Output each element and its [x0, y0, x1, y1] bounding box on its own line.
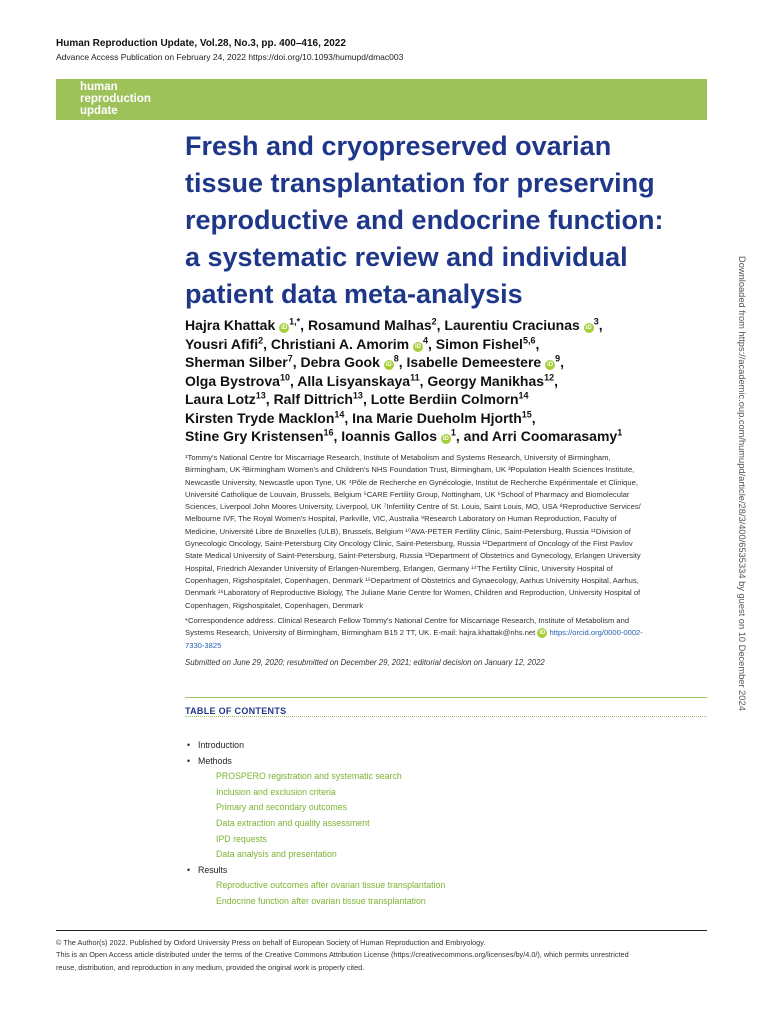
affiliation-line: Birmingham, UK ²Birmingham Women's and Children's NHS Foundation Trust, Birmingham, UK ³Population Health Sciences Institute,: [185, 465, 635, 475]
author-line: [185, 409, 725, 428]
bullet-icon: •: [187, 755, 191, 766]
toc-label: Inclusion and exclusion criteria: [216, 786, 336, 797]
author-name: , and Arri Coomarasamy: [455, 428, 618, 444]
orcid-icon[interactable]: iD: [415, 343, 422, 350]
toc-subsection-link[interactable]: [187, 879, 445, 895]
submission-dates: Submitted on June 29, 2020; resubmitted on December 29, 2021; editorial decision on January 12, 2022: [185, 658, 545, 667]
footer-divider: [56, 930, 707, 931]
author-name: , Ina Marie Dueholm Hjorth: [344, 409, 522, 426]
author-name: , Laurentiu Craciunas: [436, 317, 584, 333]
toc-subsection-link[interactable]: [187, 817, 445, 833]
author-name: , Christiani A. Amorim: [263, 335, 414, 352]
author-name: , Lotte Berdiin Colmorn: [362, 391, 519, 407]
footer-line: reuse, distribution, and reproduction in any medium, provided the original work is properly cited.: [56, 962, 365, 972]
author-line: [185, 390, 725, 409]
affiliation-line: Copenhagen, Rigshospitalet, Copenhagen, Denmark: [185, 600, 364, 610]
author-name: ,: [531, 409, 536, 426]
affiliation-marker: 2: [258, 334, 264, 345]
affiliation-marker: 5,6: [522, 334, 536, 345]
author-name: , Isabelle Demeestere: [398, 354, 546, 370]
affiliation-line: Université Catholique de Louvain, Brussels, Belgium ⁵CARE Fertility Group, Nottingham, UK ⁶School of Pharmacy and Biomolecular: [185, 489, 630, 499]
bullet-icon: •: [187, 864, 191, 875]
author-name: Yousri Afifi: [185, 335, 259, 352]
author-name: Stine Gry Kristensen: [185, 428, 324, 444]
toc-label: Methods: [198, 755, 232, 766]
author-line: [185, 316, 725, 335]
orcid-icon[interactable]: iD: [385, 362, 392, 368]
author-line: [185, 353, 725, 372]
toc-label: PROSPERO registration and systematic search: [216, 771, 402, 782]
download-watermark: Downloaded from https://academic.oup.com/humupd/article/28/3/400/6535334 by guest on 10 December 2024: [737, 256, 747, 711]
toc-label: Data extraction and quality assessment: [216, 817, 370, 828]
affiliation-marker: 4: [423, 334, 429, 345]
toc-section-item: [187, 755, 445, 771]
affiliation-marker: 9: [555, 353, 561, 364]
correspondence-address: [185, 615, 707, 652]
author-name: ,: [560, 354, 564, 370]
affiliation-marker: 15: [521, 408, 532, 419]
author-line: [185, 427, 725, 446]
affiliation-marker: 2: [431, 316, 437, 327]
orcid-link[interactable]: https://orcid.org/0000-0002-: [549, 628, 643, 638]
article-title: [185, 128, 705, 313]
journal-logo: [80, 81, 151, 117]
author-list: [185, 316, 725, 446]
affiliation-marker: 3: [593, 316, 599, 327]
affiliation-line: Sciences, Liverpool John Moores University, Liverpool, UK ⁷Infertility Centre of St. Louis, Saint Louis, MO, USA ⁸Reproductive Services/: [185, 502, 641, 512]
author-name: , Debra Gook: [292, 354, 384, 370]
orcid-icon[interactable]: iD: [585, 325, 592, 331]
orcid-icon[interactable]: iD: [539, 630, 546, 637]
author-name: Laura Lotz: [185, 391, 256, 407]
toc-label: IPD requests: [216, 833, 267, 844]
bullet-icon: •: [187, 740, 191, 750]
author-name: Sherman Silber: [185, 354, 288, 370]
footer-line: © The Author(s) 2022. Published by Oxford University Press on behalf of European Society of Human Reproduction and Embryology.: [56, 938, 486, 947]
orcid-icon[interactable]: iD: [547, 362, 554, 368]
footer-line: This is an Open Access article distributed under the terms of the Creative Commons Attribution License (https://creativecommons.org/licenses/by/4.0/), which permits unrestricted: [56, 950, 629, 960]
toc-label: Endocrine function after ovarian tissue transplantation: [216, 895, 426, 906]
affiliation-marker: 1: [450, 427, 456, 438]
toc-subsection-link[interactable]: [187, 833, 445, 849]
affiliation-line: Newcastle University, Newcastle upon Tyne, UK ⁴Pôle de Recherche en Gynécologie, Institut de Recherche Expérimentale et Clinique,: [185, 477, 638, 487]
title-line: Fresh and cryopreserved ovarian: [185, 131, 612, 161]
title-line: patient data meta-analysis: [185, 279, 523, 309]
affiliation-marker: 10: [279, 371, 290, 382]
toc-label: Introduction: [198, 740, 244, 750]
affiliation-line: Medicine, Université Libre de Bruxelles (ULB), Brussels, Belgium ¹⁰AVA-PETER Fertility Clinic, Saint-Petersburg, Russia ¹¹Division of: [185, 526, 631, 536]
author-name: ,: [535, 335, 540, 352]
affiliation-line: Copenhagen, Rigshospitalet, Copenhagen, Denmark ¹⁵Department of Obstetrics and Gynaecology, Aarhus University Hospital, Aarhus,: [185, 575, 639, 585]
logo-line: human: [80, 81, 118, 93]
correspondence-line: *Correspondence address. Clinical Research Fellow Tommy's National Centre for Miscarriage Research, Institute of Metabolism and: [185, 616, 630, 625]
license-footer: [56, 937, 707, 974]
author-name: , Ioannis Gallos: [333, 428, 441, 444]
affiliation-line: ¹Tommy's National Centre for Miscarriage Research, Institute of Metabolism and Systems Research, University of Birmingham,: [185, 453, 611, 462]
affiliation-marker: 16: [323, 427, 334, 438]
affiliation-line: State Medical University of Saint-Petersburg, Saint-Petersburg, Russia ¹³Department of Obstetrics and Gynecology, Erlangen University: [185, 551, 641, 561]
affiliation-marker: 14: [518, 390, 529, 401]
toc-subsection-link[interactable]: [187, 895, 445, 911]
toc-label: Reproductive outcomes after ovarian tissue transplantation: [216, 880, 446, 891]
affiliation-line: Hospital, Friedrich Alexander University of Erlangen-Nuremberg, Erlangen, Germany ¹⁴The Fertility Clinic, University Hospital of: [185, 563, 613, 573]
toc-divider: [185, 697, 707, 698]
affiliation-line: Melbourne IVF, The Royal Women's Hospital, Parkville, VIC, Australia ⁹Research Laboratory on Human Reproduction, Faculty of: [185, 514, 617, 524]
affiliation-marker: 1: [617, 427, 623, 438]
author-name: , Rosamund Malhas: [300, 317, 432, 333]
affiliation-line: Denmark ¹⁶Laboratory of Reproductive Biology, The Juliane Marie Centre for Women, Children and Reproduction, University Hospital of: [185, 588, 641, 598]
author-line: [185, 335, 725, 354]
affiliation-marker: 11: [410, 371, 420, 382]
orcid-link-continued[interactable]: 7330-3825: [185, 640, 222, 650]
affiliation-marker: 13: [352, 390, 363, 401]
author-line: [185, 372, 725, 391]
toc-subsection-link[interactable]: [187, 786, 445, 802]
toc-subsection-link[interactable]: [187, 770, 445, 786]
orcid-icon[interactable]: iD: [442, 436, 449, 442]
title-line: reproductive and endocrine function:: [185, 205, 664, 235]
title-line: tissue transplantation for preserving: [185, 168, 655, 198]
affiliations: [185, 452, 707, 612]
author-name: , Georgy Manikhas: [419, 372, 545, 389]
journal-citation: Human Reproduction Update, Vol.28, No.3, pp. 400–416, 2022: [56, 38, 346, 49]
affiliation-marker: 8: [393, 353, 399, 364]
affiliation-marker: 7: [287, 353, 293, 364]
toc-dotted-rule: [185, 716, 707, 717]
toc-subsection-link[interactable]: [187, 848, 445, 864]
author-name: , Ralf Dittrich: [265, 391, 353, 407]
toc-section-item: [187, 864, 445, 880]
toc-label: Results: [198, 864, 228, 875]
affiliation-marker: 14: [334, 408, 345, 419]
affiliation-line: Gynecologic Oncology, Saint-Petersburg City Oncology Clinic, Saint-Petersburg, Russia ¹²Department of Oncology of the First Pavlov: [185, 539, 633, 549]
advance-access-line: Advance Access Publication on February 24, 2022 https://doi.org/10.1093/humupd/dmac003: [56, 52, 404, 62]
toc-subsection-link[interactable]: [187, 801, 445, 817]
toc-label: Primary and secondary outcomes: [216, 802, 348, 813]
author-name: , Alla Lisyanskaya: [289, 372, 411, 389]
author-name: ,: [598, 317, 603, 333]
author-name: Hajra Khattak: [185, 317, 280, 333]
affiliation-marker: 12: [544, 371, 555, 382]
author-name: Kirsten Tryde Macklon: [185, 409, 335, 426]
logo-line: reproduction: [80, 93, 151, 105]
correspondence-text: Systems Research, University of Birmingham, Birmingham B15 2 TT, UK. E-mail: hajra.khattak@nhs.net: [185, 628, 538, 638]
author-name: Olga Bystrova: [185, 372, 280, 389]
journal-banner: [56, 79, 707, 120]
toc-heading: TABLE OF CONTENTS: [185, 706, 287, 716]
affiliation-marker: 13: [255, 390, 266, 401]
correspondence-line: [185, 627, 707, 639]
toc-label: Data analysis and presentation: [216, 849, 337, 860]
logo-line: update: [80, 105, 118, 117]
table-of-contents: [187, 739, 445, 911]
author-name: , Simon Fishel: [428, 335, 523, 352]
title-line: a systematic review and individual: [185, 242, 628, 272]
orcid-icon[interactable]: iD: [281, 325, 288, 331]
affiliation-marker: 1,*: [289, 316, 301, 327]
toc-section-item: [187, 739, 445, 755]
author-name: ,: [554, 372, 558, 389]
